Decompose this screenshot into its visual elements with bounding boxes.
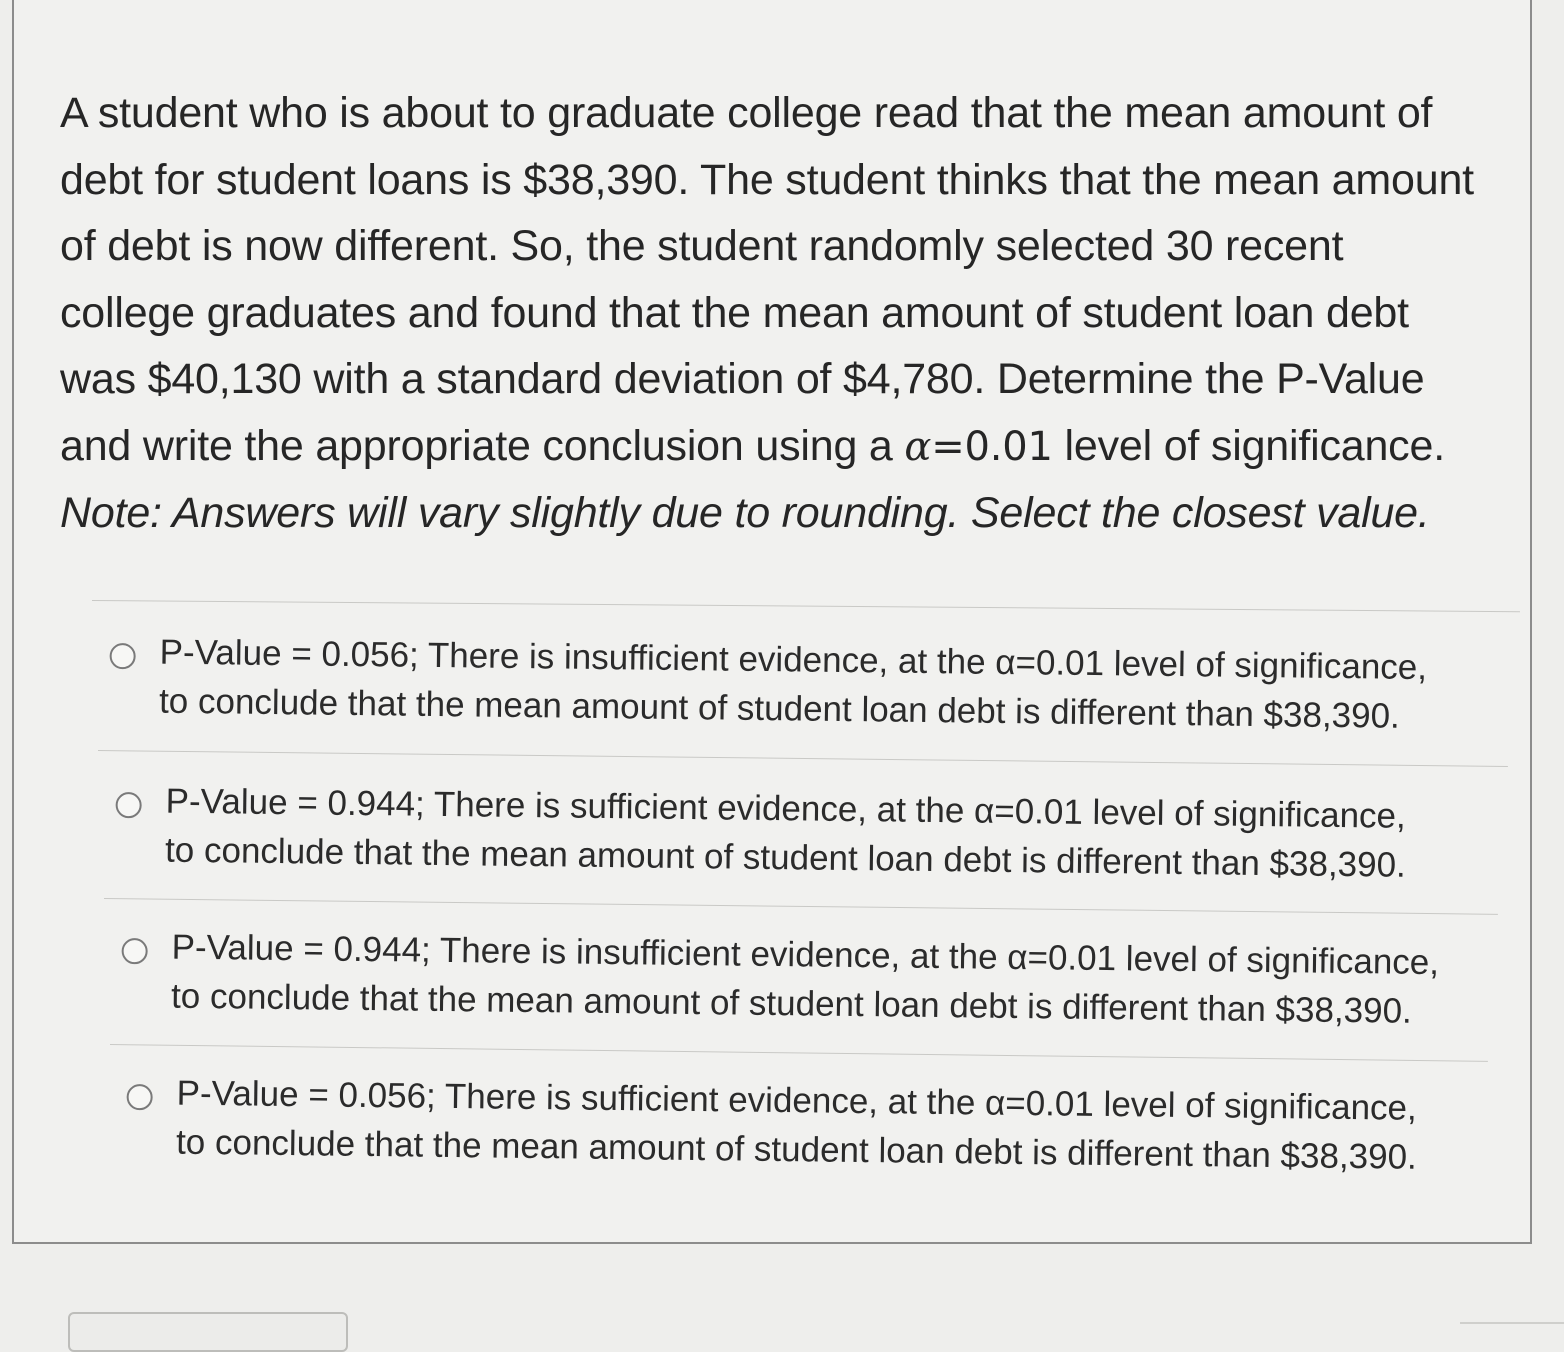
option-line: to conclude that the mean amount of student loan debt is different than $38,390. <box>170 976 1413 1031</box>
question-line: A student who is about to graduate college read that the mean amount of <box>60 89 1433 137</box>
answer-option-3[interactable] <box>121 922 1440 1036</box>
option-line: to conclude that the mean amount of student loan debt is different than $38,390. <box>164 830 1407 885</box>
option-line: to conclude that the mean amount of student loan debt is different than $38,390. <box>175 1122 1418 1177</box>
answer-option-text <box>176 1069 1418 1182</box>
alpha-value: 0.01 <box>964 423 1053 470</box>
answer-option-text <box>165 777 1407 890</box>
question-line: was $40,130 with a standard deviation of $4,780. Determine the P-Value <box>60 355 1425 403</box>
alpha-symbol: α <box>904 423 932 470</box>
question-line: of debt is now different. So, the student randomly selected 30 recent <box>60 222 1344 270</box>
radio-button[interactable] <box>121 938 147 964</box>
question-line-text: level of significance. <box>1064 421 1445 470</box>
option-line: P-Value = 0.056; There is insufficient evidence, at the α=0.01 level of significance, <box>159 632 1428 688</box>
question-note: Note: Answers will vary slightly due to rounding. Select the closest value. <box>60 489 1430 537</box>
question-text <box>60 80 1530 547</box>
question-line-text: and write the appropriate conclusion using a <box>60 421 893 470</box>
answer-option-text <box>171 923 1440 1036</box>
option-line: P-Value = 0.056; There is sufficient evidence, at the α=0.01 level of significance, <box>176 1073 1418 1128</box>
radio-button[interactable] <box>109 643 135 669</box>
answer-option-text <box>159 628 1428 741</box>
option-line: to conclude that the mean amount of student loan debt is different than $38,390. <box>158 681 1401 736</box>
question-line: college graduates and found that the mean amount of student loan debt <box>60 288 1409 337</box>
question-line-alpha <box>60 413 1530 481</box>
option-line: P-Value = 0.944; There is insufficient evidence, at the α=0.01 level of significance, <box>171 927 1440 983</box>
next-button[interactable] <box>68 1312 348 1352</box>
answer-option-4[interactable] <box>126 1068 1418 1182</box>
radio-button[interactable] <box>115 792 141 818</box>
radio-button[interactable] <box>126 1084 152 1110</box>
divider <box>1460 1322 1564 1324</box>
answer-option-2[interactable] <box>115 776 1407 890</box>
option-line: P-Value = 0.944; There is sufficient evidence, at the α=0.01 level of significance, <box>165 781 1407 836</box>
alpha-equals: = <box>931 423 965 470</box>
answer-option-1[interactable] <box>109 627 1428 741</box>
question-line: debt for student loans is $38,390. The student thinks that the mean amount <box>60 155 1474 204</box>
